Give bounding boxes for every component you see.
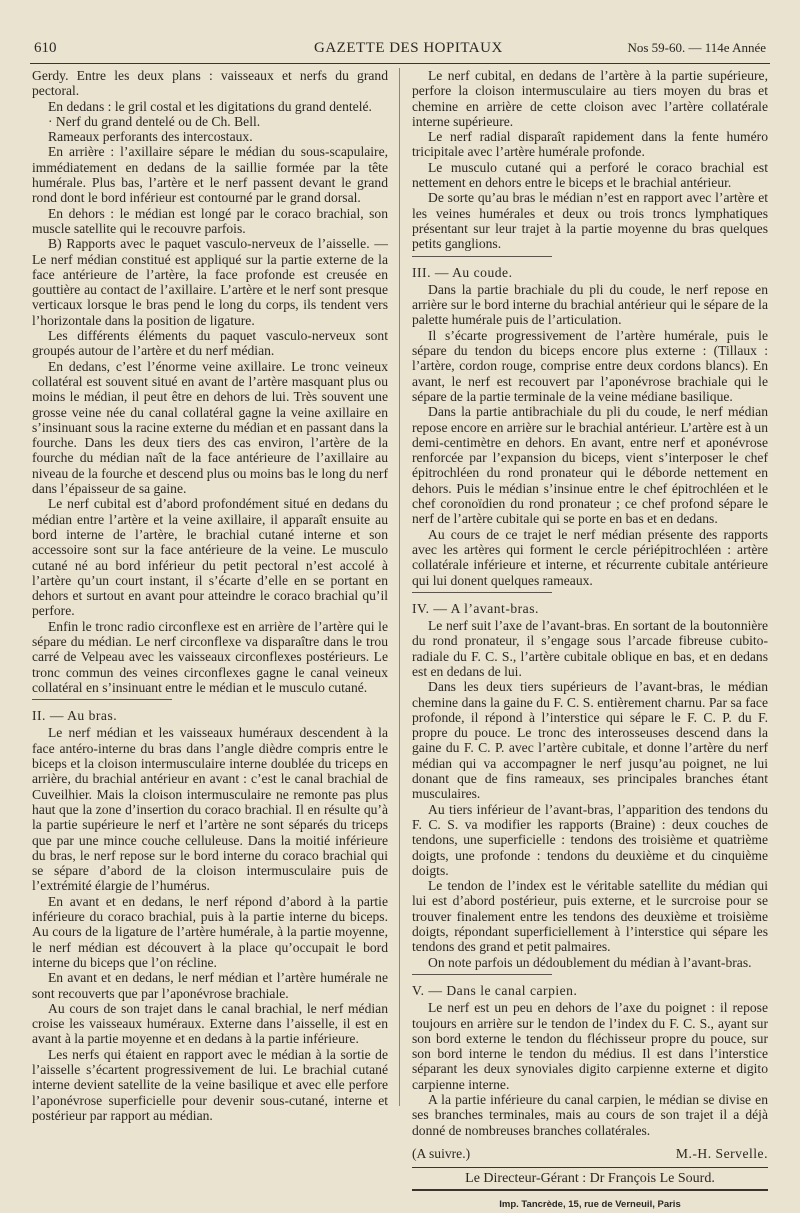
section-rule bbox=[412, 974, 552, 975]
author-name: M.-H. Servelle. bbox=[675, 1145, 768, 1161]
paragraph: Le nerf est un peu en dehors de l’axe du poignet : il repose toujours en arrière sur le tendon de l’index du F. C. S., ayant sur son bord externe le tendon du fléchisseur propre du pouce, sur son bord interne le tendon du médius. Il est dans l’interstice séparant les deux synoviales digito carpienne externe et digito carpienne interne. bbox=[412, 1000, 768, 1092]
paragraph: En avant et en dedans, le nerf médian et l’artère humérale ne sont recouverts que par l’aponévrose brachiale. bbox=[32, 970, 388, 1001]
paragraph: En avant et en dedans, le nerf répond d’abord à la partie inférieure du coraco brachial, puis à la partie interne du biceps. Au cours de la ligature de l’artère humérale, à la partie moyenne, le nerf médian est découvert à la place qu’occupait le bord interne du biceps que l’on récline. bbox=[32, 893, 388, 970]
paragraph: A la partie inférieure du canal carpien, le médian se divise en ses branches terminales, mais au cours de son trajet il a déjà donné de nombreuses branches collatérales. bbox=[412, 1092, 768, 1138]
paragraph: Le nerf suit l’axe de l’avant-bras. En sortant de la boutonnière du rond pronateur, il s’engage sous l’arcade fibreuse cubito-radiale du F. C. S., l’artère cubitale oblique en bas, et en dedans est en dedans de lui. bbox=[412, 618, 768, 679]
paragraph: En dedans : le gril costal et les digitations du grand dentelé. bbox=[48, 98, 372, 114]
issue-info: Nos 59-60. — 114e Année bbox=[627, 40, 766, 55]
paragraph: Au tiers inférieur de l’avant-bras, l’apparition des tendons du F. C. S. va modifier les rapports (Braine) : deux couches de tendons, une superficielle : tendons des troisième et quatrième doigts, une profonde : tendons du deuxième et du cinquième doigts. bbox=[412, 801, 768, 878]
printer-imprint: Imp. Tancrède, 15, rue de Verneuil, Paris bbox=[499, 1199, 681, 1211]
paragraph: Enfin le tronc radio circonflexe est en arrière de l’artère qui le sépare du médian. Le nerf circonflexe va disparaître dans le trou carré de Velpeau avec les vaisseaux circonflexes postérieurs. Le tronc commun des veines circonflexes gagne le canal veineux collatéral en s’insinuant entre le médian et le musculo cutané. bbox=[32, 618, 388, 695]
section-rule bbox=[32, 699, 172, 700]
paragraph: Les nerfs qui étaient en rapport avec le médian à la sortie de l’aisselle s’écartent progressivement de lui. Le brachial cutané interne devient satellite de la veine basilique et avec elle perfore l’aponévrose superficielle pour devenir sous-cutané, interne et postérieur par rapport au médian. bbox=[32, 1046, 388, 1123]
section-rule bbox=[412, 592, 552, 593]
paragraph: En dedans, c’est l’énorme veine axillaire. Le tronc veineux collatéral est souvent situé en avant de l’artère masquant plus ou moins le médian, il peut être en dehors de lui. Très souvent une grosse veine née du canal collatéral gagne la veine axillaire en s’insinuant sous la racine externe du médian et en passant dans la fourche. Dans les deux tiers des cas environ, l’artère de la fourche du médian naît de la face antérieure de l’axillaire au niveau de la fourche et descend plus ou moins bas le long du nerf dans l’épaisseur de sa gaine. bbox=[32, 358, 388, 497]
page-number: 610 bbox=[34, 40, 57, 56]
page-header bbox=[34, 40, 766, 60]
paragraph: On note parfois un dédoublement du médian à l’avant-bras. bbox=[428, 954, 752, 970]
to-be-continued: (A suivre.) bbox=[412, 1145, 471, 1161]
section-heading: III. — Au coude. bbox=[412, 264, 513, 280]
header-rule bbox=[30, 63, 770, 64]
paragraph: Le nerf cubital est d’abord profondément situé en dedans du médian entre l’artère et la veine axillaire, il apparaît ensuite au bord interne de l’artère, le brachial cutané interne et son accessoire sont sur la face antérieure de la veine. Le musculo cutané né au bord inférieur du petit pectoral n’est accolé à l’artère qu’un court instant, il s’écarte d’elle en se portant en dehors et surtout en avant pour atteindre le coraco brachial qu’il perfore. bbox=[32, 496, 388, 619]
paragraph: De sorte qu’au bras le médian n’est en rapport avec l’artère et les veines humérales et deux ou trois troncs lymphatiques présentant sur leur trajet à la partie moyenne du bras quelques petits ganglions. bbox=[412, 190, 768, 252]
paragraph: Gerdy. Entre les deux plans : vaisseaux et nerfs du grand pectoral. bbox=[32, 68, 388, 99]
article-signature bbox=[412, 1146, 768, 1161]
section-heading: IV. — A l’avant-bras. bbox=[412, 600, 539, 616]
paragraph: Dans la partie brachiale du pli du coude, le nerf repose en arrière sur le bord interne du brachial antérieur qui le sépare de la palette humérale puis de l’articulation. bbox=[412, 281, 768, 328]
paragraph: Dans la partie antibrachiale du pli du coude, le nerf médian repose encore en arrière sur le brachial antérieur. L’artère est à un demi-centimètre en dehors. En avant, entre nerf et aponévrose renforcée par l’expansion du biceps, vient s’interposer le chef épitrochléen du rond pronateur qui le déborde nettement en dehors. Puis le médian s’insinue entre le chef épitrochléen et le chef coronoïdien du rond pronateur ; ce chef profond sépare le nerf de l’artère cubitale qui se porte en bas et en dedans. bbox=[412, 404, 768, 527]
paragraph: Le nerf médian et les vaisseaux huméraux descendent à la face antéro-interne du bras dans l’angle dièdre compris entre le biceps et la cloison intermusculaire interne doublée du triceps en arrière, du brachial antérieur en avant : c’est le canal brachial de Cuveilhier. Mais la cloison intermusculaire ne remonte pas plus haut que la zone d’insertion du coraco brachial. Il en résulte qu’à la partie supérieure le nerf et l’artère ne sont séparés du triceps que par une mince couche celluleuse. Dans la moitié inférieure du bras, le nerf repose sur le bord interne du coraco brachial qui se sépare d’abord de la cloison intermusculaire puis de l’extrémité élargie de l’humérus. bbox=[32, 725, 388, 894]
paragraph: En arrière : l’axillaire sépare le médian du sous-scapulaire, immédiatement en dedans de la saillie formée par la tête humérale. Plus bas, l’artère et le nerf passent devant le grand rond dont le bord inférieur est contourné par le grand dorsal. bbox=[32, 144, 388, 206]
column-divider bbox=[399, 68, 400, 1106]
paragraph: Au cours de ce trajet le nerf médian présente des rapports avec les artères qui forment le cercle périépitrochléen : artère collatérale inférieure et interne, et récurrente cubitale antérieure qui lui donent quelques rameaux. bbox=[412, 526, 768, 588]
paragraph: Rameaux perforants des intercostaux. bbox=[48, 129, 253, 145]
left-column bbox=[32, 68, 388, 1123]
paragraph: Au cours de son trajet dans le canal brachial, le nerf médian croise les vaisseaux huméraux. Externe dans l’aisselle, il est en avant à la partie moyenne et en dedans à la partie inférieure. bbox=[32, 1000, 388, 1047]
section-heading: II. — Au bras. bbox=[32, 708, 118, 724]
paragraph: Le nerf cubital, en dedans de l’artère à la partie supérieure, perfore la cloison intermusculaire au tiers moyen du bras et chemine en arrière de cette cloison avec l’artère collatérale interne supérieure. bbox=[412, 68, 768, 129]
paragraph: · Nerf du grand dentelé ou de Ch. Bell. bbox=[48, 113, 261, 129]
paragraph: B) Rapports avec le paquet vasculo-nerveux de l’aisselle. — Le nerf médian constitué est appliqué sur la partie externe de la face antérieure de l’artère, la face profonde est creusée en gouttière au contact de l’axillaire. L’artère et le nerf sont presque verticaux lorsque le bras pend le long du corps, ils tendent vers l’horizontale dans la position de ligature. bbox=[32, 236, 388, 328]
paragraph: Il s’écarte progressivement de l’artère humérale, puis le sépare du tendon du biceps encore plus externe : (Tillaux : l’artère, cordon rouge, comprise entre deux cordons blancs). En avant, le nerf est recouvert par l’aponévrose brachiale qui le sépare de la partie terminale de la veine médiane basilique. bbox=[412, 327, 768, 404]
paragraph: En dehors : le médian est longé par le coraco brachial, son muscle satellite qui le recouvre parfois. bbox=[32, 205, 388, 236]
paragraph: Le tendon de l’index est le véritable satellite du médian qui lui est d’abord postérieur, puis externe, et le surcroise pour se trouver finalement entre les tendons des deuxième et troisième doigts, répondant superficiellement à l’interstice qui sépare les tendons des grand et petit palmaires. bbox=[412, 878, 768, 955]
section-rule bbox=[412, 256, 552, 257]
paragraph: Le musculo cutané qui a perforé le coraco brachial est nettement en dehors entre le biceps et le brachial antérieur. bbox=[412, 159, 768, 191]
paragraph: Les différents éléments du paquet vasculo-nerveux sont groupés autour de l’artère et du nerf médian. bbox=[32, 328, 388, 359]
right-column bbox=[412, 68, 768, 1213]
paragraph: Le nerf radial disparaît rapidement dans la fente huméro tricipitale avec l’artère humérale profonde. bbox=[412, 129, 768, 160]
journal-title: GAZETTE DES HOPITAUX bbox=[314, 40, 503, 56]
section-heading: V. — Dans le canal carpien. bbox=[412, 982, 578, 998]
paragraph: Dans les deux tiers supérieurs de l’avant-bras, le médian chemine dans la gaine du F. C. S. entièrement charnu. Par sa face profonde, il répond à l’interstice qui sépare le F. C. P. du F. propre du pouce. Le tronc des interosseuses descend dans la gaine du F. C. P. avec l’artère cubitale, et donne l’artère du nerf médian qui va accompagner le nerf jusqu’au poignet, ne lui donant que de fins rameaux, ses principales branches étant musculaires. bbox=[412, 679, 768, 802]
director-line: Le Directeur-Gérant : Dr François Le Sourd. bbox=[412, 1167, 768, 1191]
